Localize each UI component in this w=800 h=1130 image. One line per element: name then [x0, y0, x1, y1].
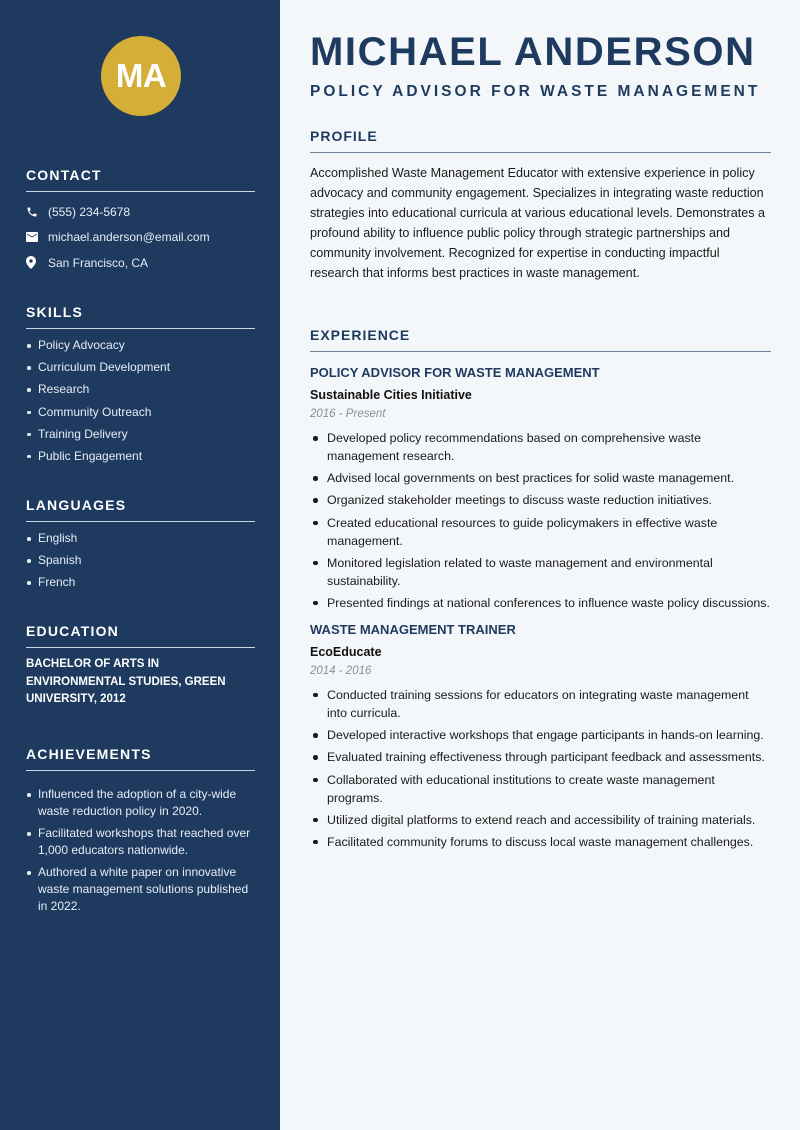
job-bullet: Monitored legislation related to waste management and environmental sustainability.	[310, 554, 771, 590]
contact-phone-text: (555) 234-5678	[48, 204, 131, 219]
skill-item: Public Engagement	[26, 448, 255, 465]
contact-email-text: michael.anderson@email.com	[48, 230, 210, 245]
job-bullets	[310, 686, 771, 851]
contact-title: CONTACT	[26, 167, 255, 192]
achievements-title: ACHIEVEMENTS	[26, 746, 255, 771]
sidebar	[0, 0, 280, 1130]
achievements-section	[26, 746, 255, 921]
job-bullet: Developed interactive workshops that engage participants in hands-on learning.	[310, 726, 771, 744]
profile-section	[310, 128, 771, 283]
skill-item: Community Outreach	[26, 404, 255, 421]
contact-phone	[26, 199, 255, 225]
language-item: Spanish	[26, 552, 255, 569]
skill-item: Training Delivery	[26, 426, 255, 443]
languages-list	[26, 530, 255, 591]
languages-title: LANGUAGES	[26, 497, 255, 522]
phone-icon	[26, 206, 48, 218]
job-bullet: Developed policy recommendations based on comprehensive waste management research.	[310, 429, 771, 465]
skill-item: Policy Advocacy	[26, 337, 255, 354]
avatar-initials: MA	[115, 57, 167, 94]
profile-text: Accomplished Waste Management Educator with extensive experience in policy advocacy and community engagement. Specializes in integrating waste reduction strategies into educational curricula at various educational levels. Demonstrates a profound ability to influence public policy through strategic partnerships and community involvement. Recognized for expertise in conducting impactful research that informs best practices in waste management.	[310, 166, 766, 280]
experience-section	[310, 327, 771, 855]
skills-title: SKILLS	[26, 304, 255, 329]
achievement-item: Facilitated workshops that reached over 1,000 educators nationwide.	[26, 825, 255, 859]
job-bullet: Collaborated with educational institutions to create waste management programs.	[310, 771, 771, 807]
candidate-name: MICHAEL ANDERSON	[310, 30, 756, 74]
contact-location-text: San Francisco, CA	[48, 255, 149, 270]
profile-title: PROFILE	[310, 128, 771, 153]
job-bullet: Facilitated community forums to discuss local waste management challenges.	[310, 833, 771, 851]
skill-item: Research	[26, 381, 255, 398]
job-bullet: Advised local governments on best practices for solid waste management.	[310, 469, 771, 487]
candidate-title: POLICY ADVISOR FOR WASTE MANAGEMENT	[310, 83, 761, 100]
languages-section	[26, 497, 255, 597]
job-dates: 2014 - 2016	[310, 664, 372, 677]
skills-list	[26, 337, 255, 465]
job-dates: 2016 - Present	[310, 408, 386, 420]
education-title: EDUCATION	[26, 623, 255, 648]
job-company: EcoEducate	[310, 644, 382, 659]
job-entry	[310, 365, 771, 612]
education-degree: BACHELOR OF ARTS IN ENVIRONMENTAL STUDIES, GREEN UNIVERSITY, 2012	[26, 658, 226, 705]
location-pin-icon	[26, 256, 48, 269]
job-bullet: Organized stakeholder meetings to discuss waste reduction initiatives.	[310, 491, 771, 509]
contact-section	[26, 167, 255, 276]
education-section	[26, 623, 255, 709]
language-item: English	[26, 530, 255, 547]
skill-item: Curriculum Development	[26, 359, 255, 376]
job-company: Sustainable Cities Initiative	[310, 388, 472, 402]
job-bullets	[310, 429, 771, 612]
job-entry	[310, 622, 771, 851]
avatar	[101, 36, 181, 116]
achievement-item: Authored a white paper on innovative waste management solutions published in 2022.	[26, 864, 255, 915]
achievement-item: Influenced the adoption of a city-wide waste reduction policy in 2020.	[26, 786, 255, 820]
email-icon	[26, 232, 48, 242]
job-role: POLICY ADVISOR FOR WASTE MANAGEMENT	[310, 365, 600, 380]
contact-location	[26, 250, 255, 276]
job-bullet: Created educational resources to guide policymakers in effective waste management.	[310, 514, 771, 550]
job-bullet: Evaluated training effectiveness through participant feedback and assessments.	[310, 748, 771, 766]
experience-title: EXPERIENCE	[310, 327, 771, 352]
job-role: WASTE MANAGEMENT TRAINER	[310, 621, 516, 637]
achievements-list	[26, 786, 255, 915]
language-item: French	[26, 574, 255, 591]
job-bullet: Utilized digital platforms to extend reach and accessibility of training materials.	[310, 811, 771, 829]
skills-section	[26, 304, 255, 470]
job-bullet: Conducted training sessions for educators on integrating waste management into curricula.	[310, 686, 771, 722]
contact-email	[26, 225, 255, 251]
job-bullet: Presented findings at national conferences to influence waste policy discussions.	[310, 594, 771, 612]
